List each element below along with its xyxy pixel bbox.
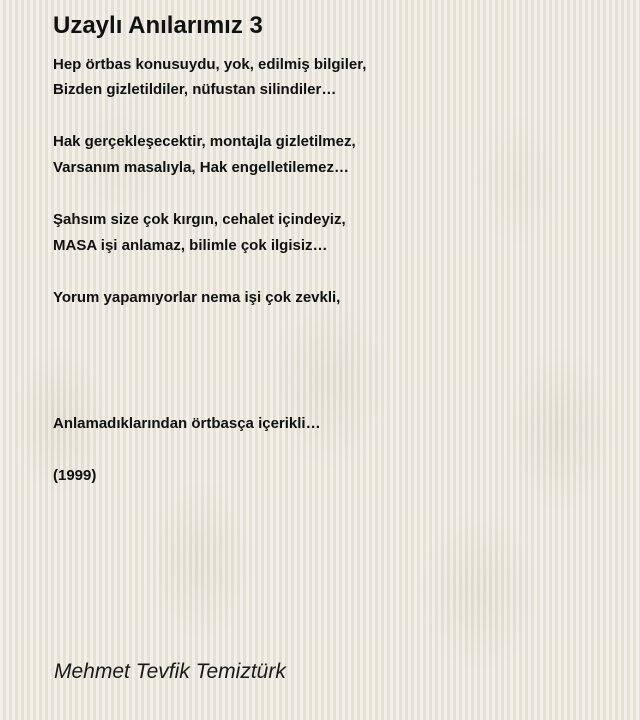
poem-line: Yorum yapamıyorlar nema işi çok zevkli, [53, 289, 341, 306]
poem-line: MASA işi anlamaz, bilimle çok ilgisiz… [53, 237, 328, 254]
poem-line: Hak gerçekleşecektir, montajla gizletilmez, [53, 133, 356, 150]
poem-date: (1999) [53, 467, 97, 484]
poem-title: Uzaylı Anılarımız 3 [53, 12, 263, 39]
poem-author: Mehmet Tevfik Temiztürk [54, 660, 286, 683]
poem-line: Şahsım size çok kırgın, cehalet içindeyiz, [53, 211, 346, 228]
poem-line: Varsanım masalıyla, Hak engelletilemez… [53, 159, 349, 176]
poem-line: Anlamadıklarından örtbasça içerikli… [53, 415, 321, 432]
poem-line: Bizden gizletildiler, nüfustan silindiler… [53, 81, 337, 98]
poem-line: Hep örtbas konusuydu, yok, edilmiş bilgiler, [53, 56, 367, 73]
